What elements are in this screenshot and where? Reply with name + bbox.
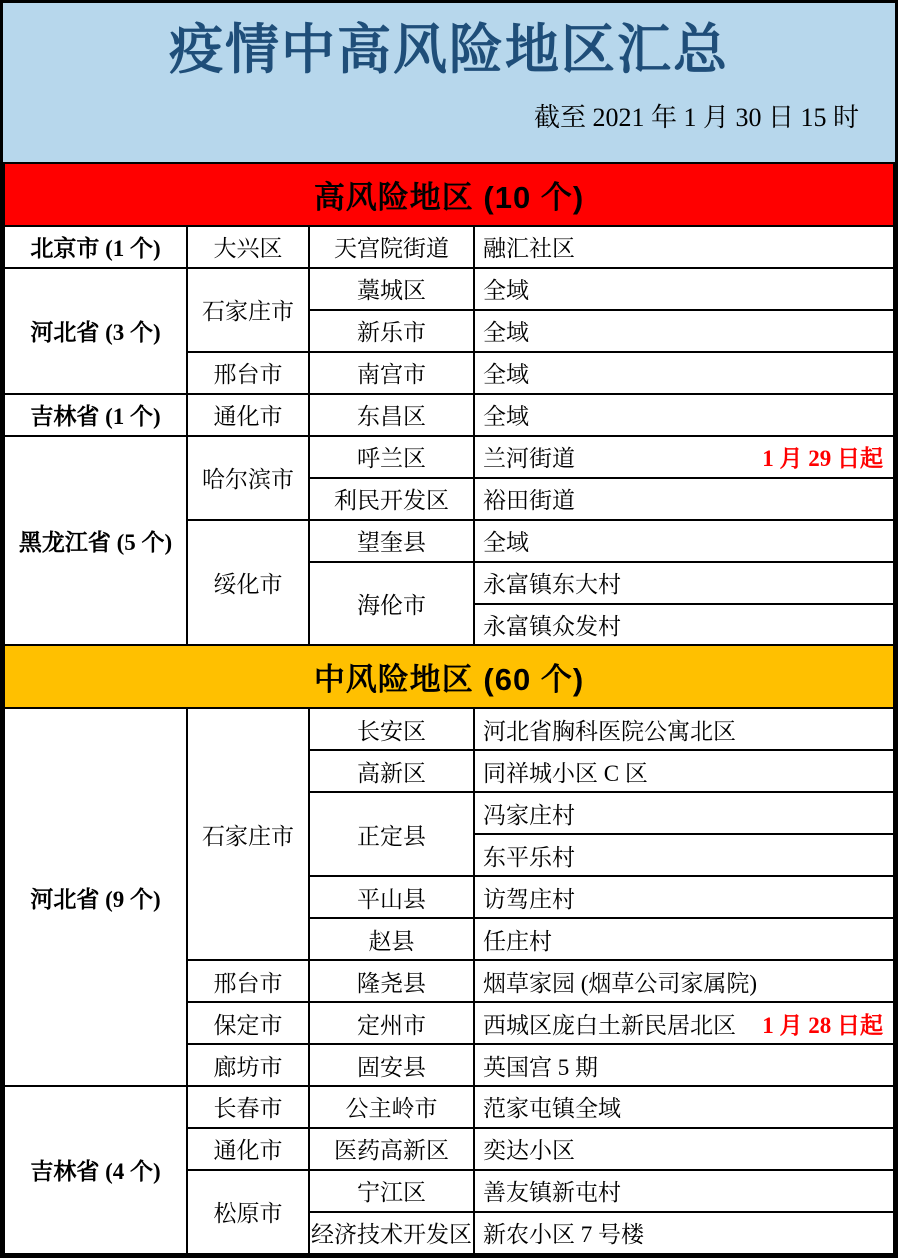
cell-province: 北京市 (1 个) — [4, 226, 187, 268]
cell-area: 善友镇新屯村 — [474, 1170, 894, 1212]
table-row — [4, 268, 894, 310]
cell-district: 天宫院街道 — [309, 226, 474, 268]
page-header — [3, 3, 895, 162]
cell-area: 全域 — [474, 352, 894, 394]
cell-city: 廊坊市 — [187, 1044, 309, 1086]
cell-area: 融汇社区 — [474, 226, 894, 268]
cell-area: 烟草家园 (烟草公司家属院) — [474, 960, 894, 1002]
cell-area — [474, 436, 894, 478]
high-risk-banner-row — [4, 163, 894, 226]
cell-district: 东昌区 — [309, 394, 474, 436]
cell-district: 平山县 — [309, 876, 474, 918]
table-row — [4, 708, 894, 750]
cell-area: 东平乐村 — [474, 834, 894, 876]
cell-district: 利民开发区 — [309, 478, 474, 520]
cell-area: 英国宫 5 期 — [474, 1044, 894, 1086]
cell-district: 高新区 — [309, 750, 474, 792]
cell-city: 邢台市 — [187, 352, 309, 394]
risk-table-wrapper — [3, 162, 895, 1255]
cell-area: 全域 — [474, 268, 894, 310]
cell-city: 石家庄市 — [187, 708, 309, 960]
cell-area: 全域 — [474, 520, 894, 562]
area-label: 西城区庞白土新民居北区 — [483, 1012, 736, 1038]
cell-city: 保定市 — [187, 1002, 309, 1044]
cell-area: 永富镇东大村 — [474, 562, 894, 604]
cell-province: 河北省 (9 个) — [4, 708, 187, 1086]
cell-area: 任庄村 — [474, 918, 894, 960]
table-row — [4, 226, 894, 268]
cell-province: 吉林省 (4 个) — [4, 1086, 187, 1254]
page-title: 疫情中高风险地区汇总 — [169, 20, 729, 80]
cell-city: 绥化市 — [187, 520, 309, 646]
cell-area: 同祥城小区 C 区 — [474, 750, 894, 792]
risk-table — [3, 162, 895, 1255]
cell-district: 宁江区 — [309, 1170, 474, 1212]
area-label: 兰河街道 — [483, 446, 575, 472]
cell-city: 长春市 — [187, 1086, 309, 1128]
cell-city: 大兴区 — [187, 226, 309, 268]
medium-risk-banner-row — [4, 645, 894, 708]
cell-province: 河北省 (3 个) — [4, 268, 187, 394]
cell-area: 冯家庄村 — [474, 792, 894, 834]
cell-district: 赵县 — [309, 918, 474, 960]
cell-district: 呼兰区 — [309, 436, 474, 478]
cell-district: 藁城区 — [309, 268, 474, 310]
cell-district: 定州市 — [309, 1002, 474, 1044]
cell-district: 海伦市 — [309, 562, 474, 646]
cell-city: 哈尔滨市 — [187, 436, 309, 520]
table-row — [4, 436, 894, 478]
cell-city: 邢台市 — [187, 960, 309, 1002]
cell-province: 黑龙江省 (5 个) — [4, 436, 187, 646]
table-row — [4, 1086, 894, 1128]
table-row — [4, 394, 894, 436]
cell-district: 望奎县 — [309, 520, 474, 562]
cell-city: 松原市 — [187, 1170, 309, 1254]
cell-district: 南宫市 — [309, 352, 474, 394]
effective-date-note: 1 月 29 日起 — [762, 446, 883, 472]
cell-area — [474, 1002, 894, 1044]
cell-area: 范家屯镇全域 — [474, 1086, 894, 1128]
cell-area: 裕田街道 — [474, 478, 894, 520]
cell-city: 石家庄市 — [187, 268, 309, 352]
cell-district: 长安区 — [309, 708, 474, 750]
as-of-date: 截至 2021 年 1 月 30 日 15 时 — [533, 103, 859, 132]
medium-risk-banner: 中风险地区 (60 个) — [4, 645, 894, 708]
cell-area: 访驾庄村 — [474, 876, 894, 918]
cell-area: 全域 — [474, 394, 894, 436]
cell-district: 正定县 — [309, 792, 474, 876]
cell-area: 新农小区 7 号楼 — [474, 1212, 894, 1254]
cell-province: 吉林省 (1 个) — [4, 394, 187, 436]
high-risk-banner: 高风险地区 (10 个) — [4, 163, 894, 226]
cell-district: 公主岭市 — [309, 1086, 474, 1128]
cell-district: 新乐市 — [309, 310, 474, 352]
cell-district: 固安县 — [309, 1044, 474, 1086]
cell-area: 全域 — [474, 310, 894, 352]
cell-district: 隆尧县 — [309, 960, 474, 1002]
cell-city: 通化市 — [187, 394, 309, 436]
cell-city: 通化市 — [187, 1128, 309, 1170]
cell-area: 奕达小区 — [474, 1128, 894, 1170]
effective-date-note: 1 月 28 日起 — [762, 1012, 883, 1038]
cell-district: 医药高新区 — [309, 1128, 474, 1170]
cell-area: 永富镇众发村 — [474, 604, 894, 646]
cell-area: 河北省胸科医院公寓北区 — [474, 708, 894, 750]
cell-district: 经济技术开发区 — [309, 1212, 474, 1254]
